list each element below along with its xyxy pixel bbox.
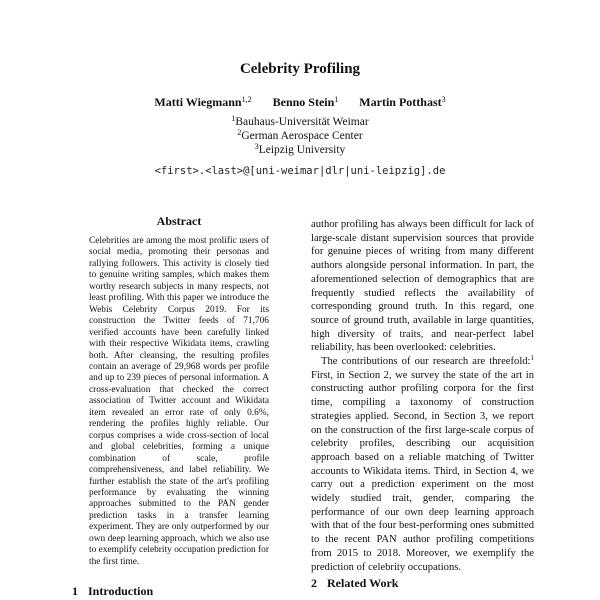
footnote-mark[interactable]: 1: [530, 354, 534, 363]
affiliation-mark: 3: [254, 142, 259, 151]
body-paragraph: author profiling has always been difficult for lack of large-scale distant supervision sources that provide for genuine pieces of writing from many different authors alongside personal information. In part, the aforementioned selection of demographics that are frequently studied reflects the availability of corresponding ground truth. In this regard, one source of ground truth, available in large quantities, high diversity of traits, and near-perfect label reliability, has been overlooked: celebrities.: [311, 219, 534, 354]
author-name: Benno Stein: [272, 95, 335, 109]
right-column: [311, 218, 534, 574]
affiliation-mark: 2: [237, 128, 242, 137]
affiliation-name: Bauhaus-Universität Weimar: [235, 116, 369, 128]
author-name: Martin Potthast: [359, 95, 442, 109]
author-affil-mark: 1,2: [241, 95, 252, 104]
paragraph-rest: First, in Section 2, we survey the state of the art in constructing author profiling corpora for the first time, compiling a taxonomy of construction strategies applied. Second, in Section 3, we report on the construction of the first large-scale corpus of celebrity profiles, describing our acquisition approach based on a reliable matching of Twitter accounts to Wikidata items. Third, in Section 4, we carry out a prediction experiment on the most widely studied trait, gender, comparing the performance of our own deep learning approach with that of the four best-performing ones submitted to the recent PAN author profiling competitions from 2015 to 2018. Moreover, we exemplify the prediction of celebrity occupations.: [311, 369, 534, 573]
section-number: 2: [311, 576, 317, 590]
section-heading-introduction: [72, 584, 153, 599]
paper-title: Celebrity Profiling: [239, 61, 361, 77]
body-paragraph-contributions: [311, 355, 534, 574]
abstract-text: Celebrities are among the most prolific users of social media, promoting their personas and rallying followers. This activity is closely tied to genuine writing samples, which makes them worthy research subjects in many respects, not least profiling. With this paper we introduce the Webis Celebrity Corpus 2019. For its construction the Twitter feeds of 71,706 verified accounts have been carefully linked with their respective Wikidata items, crawling both. After cleansing, the resulting profiles contain an average of 29,968 words per profile and up to 239 pieces of personal information. A cross-evaluation that checked the correct association of Twitter account and Wikidata item revealed an error rate of only 0.6%, rendering the profiles highly reliable. Our corpus comprises a wide cross-section of local and global celebrities, forming a unique combination of scale, profile comprehensiveness, and label reliability. We further establish the state of the art's profiling performance by evaluating the winning approaches submitted to the PAN gender prediction tasks in a transfer learning experiment. They are only outperformed by our own deep learning approach, which we also use to exemplify celebrity occupation prediction for the first time.: [89, 236, 269, 567]
affiliation-3: [0, 143, 600, 157]
affiliation-1: [0, 115, 600, 129]
author-2: [273, 95, 339, 109]
affiliation-name: German Aerospace Center: [241, 130, 363, 142]
author-name: Matti Wiegmann: [154, 95, 242, 109]
section-number: 1: [72, 584, 78, 598]
section-title: Related Work: [327, 576, 399, 590]
author-list: [0, 95, 600, 110]
abstract-body: [89, 236, 269, 568]
abstract-heading: Abstract: [156, 214, 202, 228]
paragraph-lead: The contributions of our research are threefold:: [321, 356, 531, 368]
section-title: Introduction: [88, 584, 154, 598]
affiliation-list: [0, 115, 600, 157]
affiliation-name: Leipzig University: [258, 144, 346, 156]
author-affil-mark: 1: [334, 95, 339, 104]
author-3: [359, 95, 445, 109]
affiliation-mark: 1: [231, 114, 236, 123]
contact-email: <first>.<last>@[uni-weimar|dlr|uni-leipzig].de: [154, 165, 446, 177]
author-1: [154, 95, 251, 109]
affiliation-2: [0, 129, 600, 143]
section-heading-related-work: [311, 576, 398, 591]
author-affil-mark: 3: [441, 95, 446, 104]
